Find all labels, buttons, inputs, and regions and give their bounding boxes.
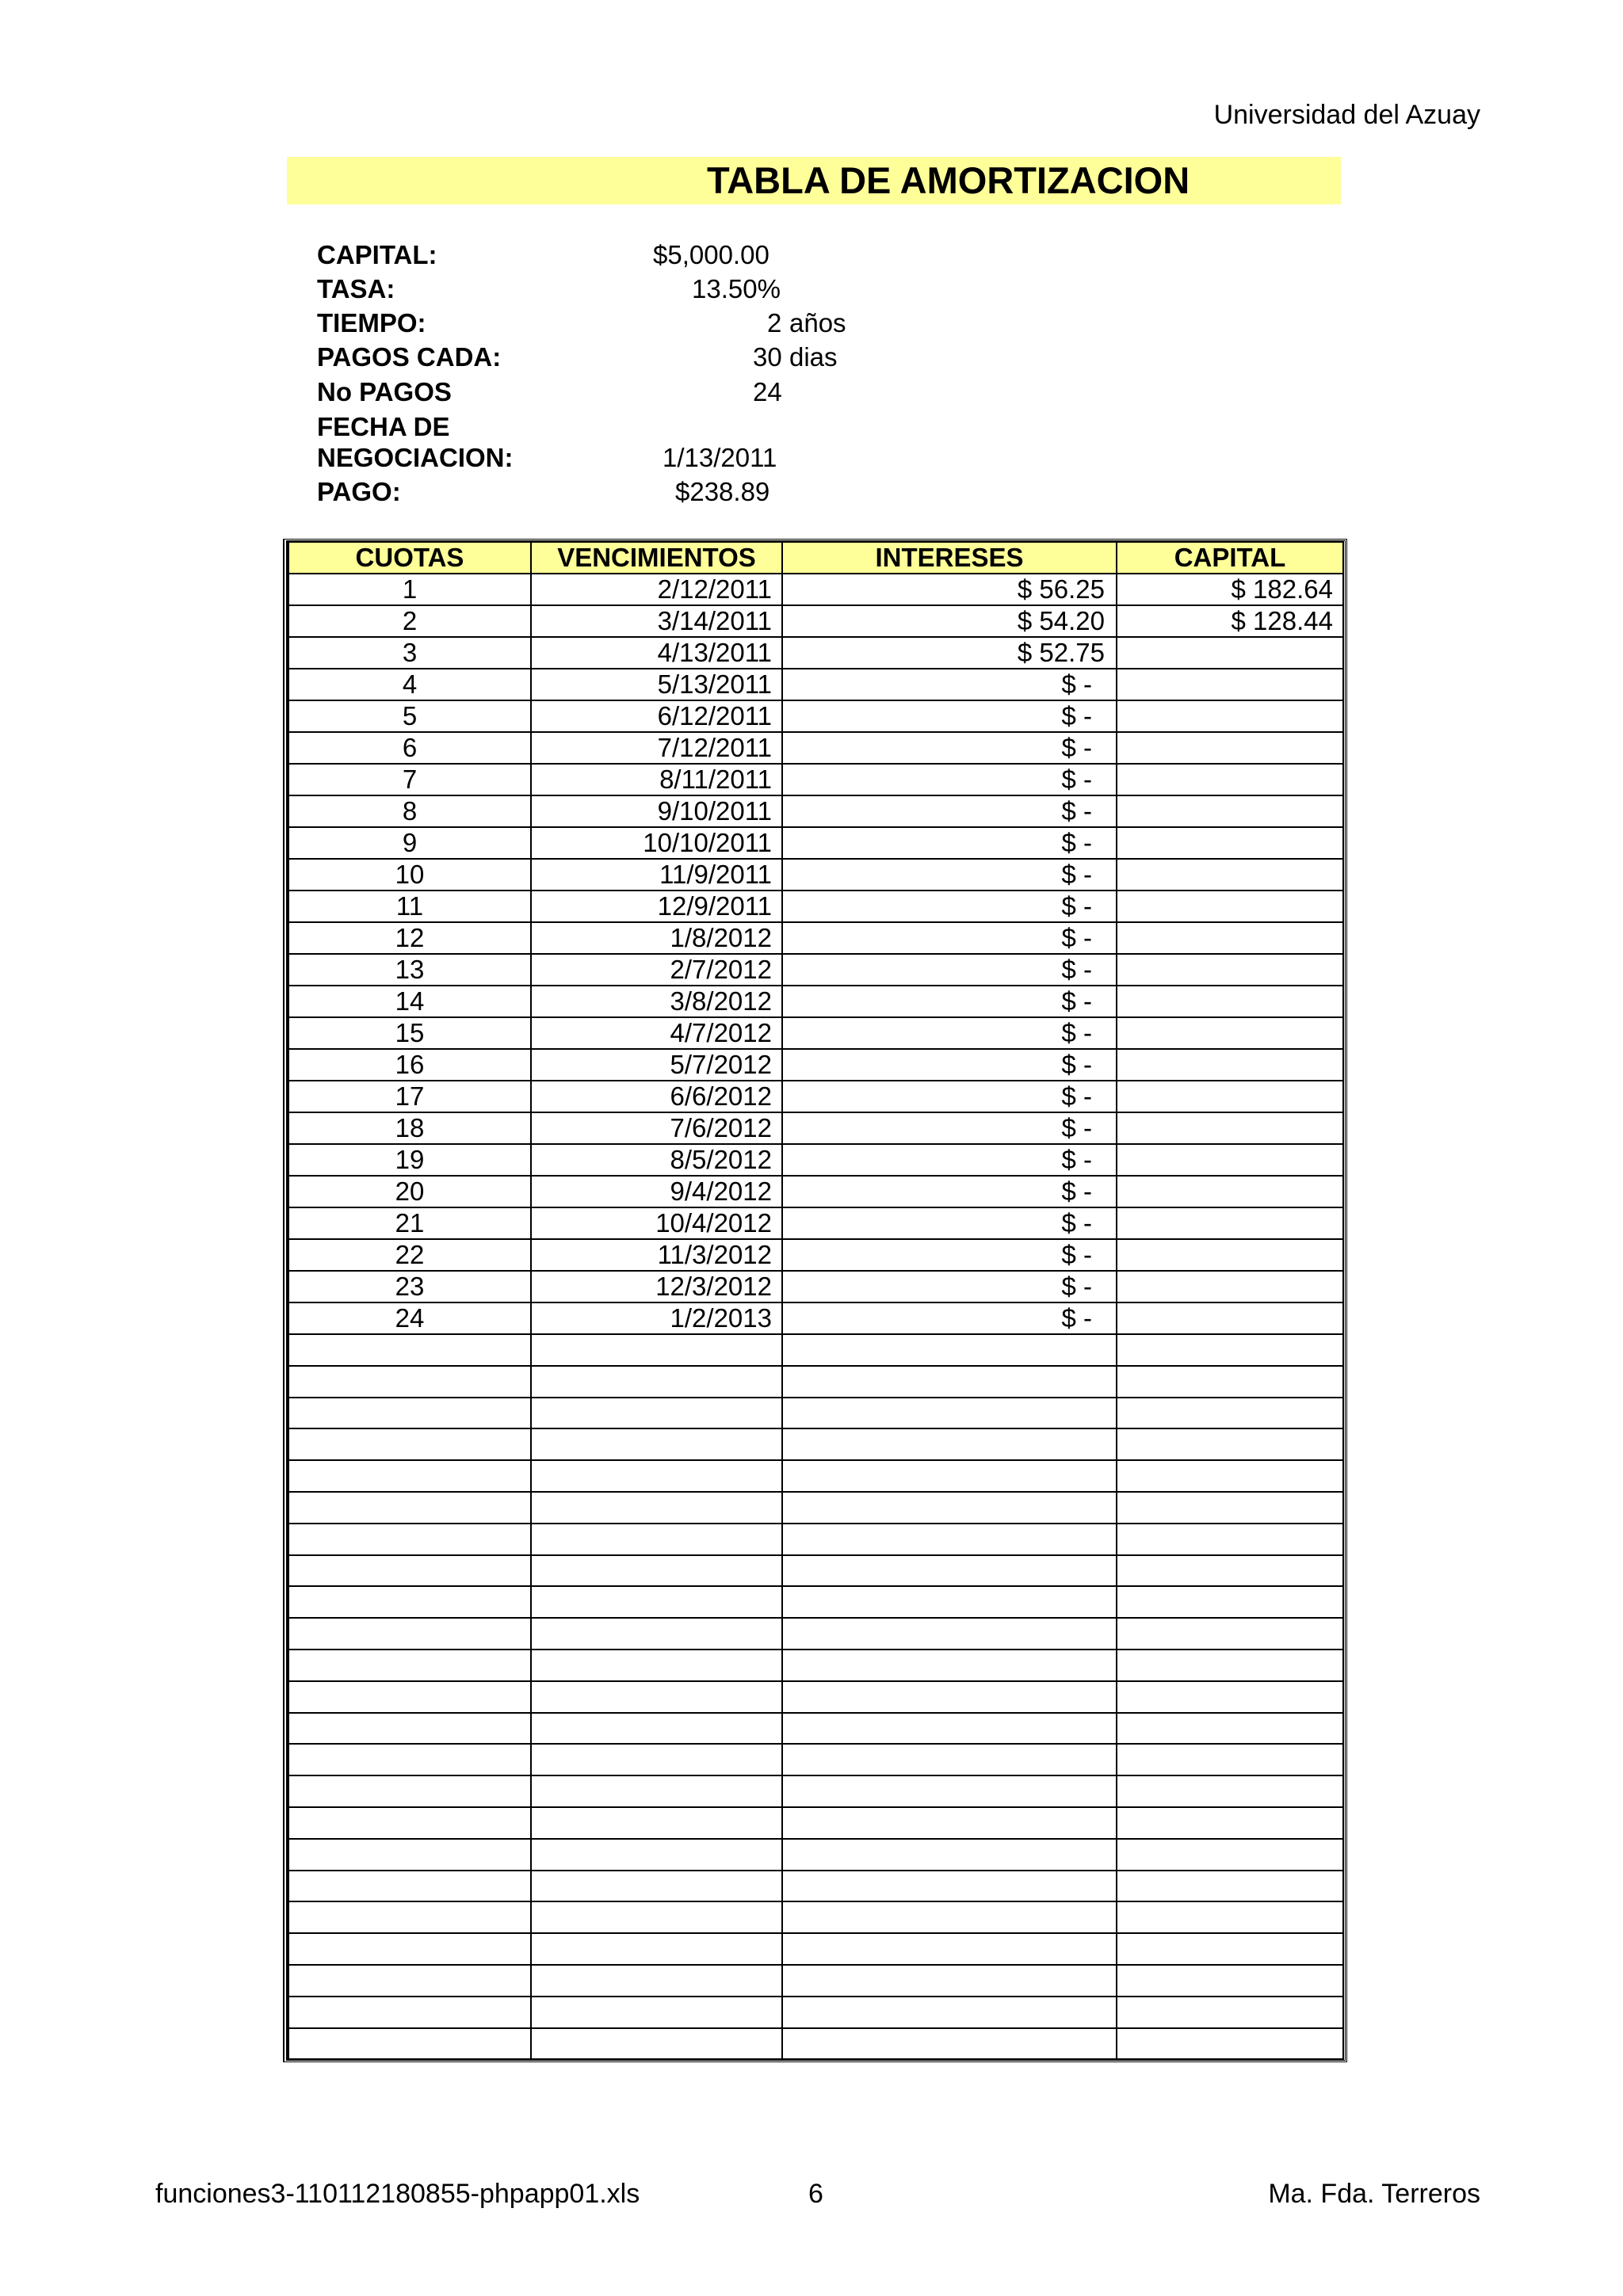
table-row	[288, 1081, 1343, 1112]
empty-table-row	[288, 1492, 1343, 1524]
empty-cell	[1117, 1398, 1343, 1429]
empty-cell	[1117, 1366, 1343, 1398]
empty-table-row	[288, 1681, 1343, 1713]
capital-cell	[1117, 795, 1343, 827]
table-row	[288, 669, 1343, 700]
empty-cell	[782, 1807, 1117, 1839]
empty-cell	[1117, 1428, 1343, 1460]
intereses-cell: $ -	[782, 1049, 1117, 1081]
title-bar	[287, 157, 1341, 204]
empty-table-row	[288, 1428, 1343, 1460]
empty-cell	[288, 1460, 531, 1492]
cuota-cell: 21	[288, 1207, 531, 1239]
intereses-cell: $ -	[782, 1271, 1117, 1302]
empty-cell	[1117, 1460, 1343, 1492]
no-pagos-label: No PAGOS	[317, 377, 452, 406]
empty-cell	[531, 1775, 782, 1807]
institution-name: Universidad del Azuay	[1213, 100, 1480, 130]
empty-cell	[288, 2028, 531, 2060]
vencimiento-cell: 3/14/2011	[531, 605, 782, 637]
empty-table-row	[288, 1744, 1343, 1775]
intereses-cell: $ -	[782, 1239, 1117, 1271]
empty-cell	[288, 1933, 531, 1965]
empty-cell	[531, 1492, 782, 1524]
empty-cell	[782, 1428, 1117, 1460]
empty-cell	[288, 1775, 531, 1807]
empty-table-row	[288, 1997, 1343, 2028]
empty-cell	[288, 1871, 531, 1902]
empty-cell	[782, 1492, 1117, 1524]
cuota-cell: 24	[288, 1302, 531, 1334]
tasa-value: 13.50%	[692, 274, 781, 303]
vencimiento-cell: 4/7/2012	[531, 1017, 782, 1049]
vencimiento-cell: 7/6/2012	[531, 1112, 782, 1144]
intereses-cell: $ -	[782, 922, 1117, 954]
capital-cell	[1117, 1112, 1343, 1144]
empty-cell	[1117, 1713, 1343, 1745]
table-row	[288, 891, 1343, 922]
table-row	[288, 764, 1343, 795]
empty-cell	[531, 1334, 782, 1366]
cuota-cell: 10	[288, 859, 531, 891]
vencimiento-cell: 12/9/2011	[531, 891, 782, 922]
intereses-cell: $ -	[782, 859, 1117, 891]
pagos-cada-label: PAGOS CADA:	[317, 342, 502, 372]
empty-cell	[531, 1744, 782, 1775]
pago-label: PAGO:	[317, 477, 401, 506]
table-row	[288, 605, 1343, 637]
cuota-cell: 17	[288, 1081, 531, 1112]
table-row	[288, 1302, 1343, 1334]
empty-cell	[1117, 2028, 1343, 2060]
empty-cell	[531, 1681, 782, 1713]
capital-cell	[1117, 1081, 1343, 1112]
empty-cell	[1117, 1524, 1343, 1555]
table-row	[288, 986, 1343, 1017]
empty-cell	[288, 1650, 531, 1681]
cuota-cell: 13	[288, 954, 531, 986]
table-row	[288, 795, 1343, 827]
empty-cell	[288, 1713, 531, 1745]
vencimiento-cell: 5/13/2011	[531, 669, 782, 700]
empty-cell	[531, 1965, 782, 1997]
empty-cell	[782, 1460, 1117, 1492]
empty-cell	[288, 1965, 531, 1997]
table-row	[288, 637, 1343, 669]
tiempo-label: TIEMPO:	[317, 308, 426, 338]
intereses-cell: $ 56.25	[782, 574, 1117, 605]
empty-cell	[531, 1555, 782, 1587]
empty-cell	[782, 1933, 1117, 1965]
empty-cell	[1117, 1839, 1343, 1871]
intereses-cell: $ 52.75	[782, 637, 1117, 669]
page-title: TABLA DE AMORTIZACION	[707, 159, 1190, 201]
vencimiento-cell: 1/2/2013	[531, 1302, 782, 1334]
table-row	[288, 954, 1343, 986]
empty-cell	[1117, 1901, 1343, 1933]
empty-cell	[531, 1428, 782, 1460]
empty-cell	[782, 1366, 1117, 1398]
empty-cell	[288, 1555, 531, 1587]
vencimiento-cell: 8/5/2012	[531, 1144, 782, 1176]
capital-cell	[1117, 1176, 1343, 1207]
empty-table-row	[288, 1839, 1343, 1871]
capital-cell	[1117, 1017, 1343, 1049]
table-row	[288, 574, 1343, 605]
empty-cell	[782, 1871, 1117, 1902]
table-header-row	[288, 542, 1343, 574]
vencimiento-cell: 12/3/2012	[531, 1271, 782, 1302]
capital-cell	[1117, 954, 1343, 986]
empty-cell	[782, 1618, 1117, 1650]
empty-table-row	[288, 1965, 1343, 1997]
empty-cell	[288, 1428, 531, 1460]
empty-table-row	[288, 1713, 1343, 1745]
amortization-table-frame	[283, 539, 1347, 2062]
empty-cell	[1117, 1334, 1343, 1366]
empty-cell	[782, 1965, 1117, 1997]
capital-cell	[1117, 1207, 1343, 1239]
capital-cell	[1117, 1144, 1343, 1176]
vencimiento-cell: 6/6/2012	[531, 1081, 782, 1112]
table-row	[288, 700, 1343, 732]
empty-cell	[1117, 1650, 1343, 1681]
empty-cell	[288, 1681, 531, 1713]
cuota-cell: 3	[288, 637, 531, 669]
empty-cell	[782, 2028, 1117, 2060]
table-row	[288, 859, 1343, 891]
empty-cell	[782, 1334, 1117, 1366]
empty-table-row	[288, 1650, 1343, 1681]
cuota-cell: 11	[288, 891, 531, 922]
empty-table-row	[288, 1366, 1343, 1398]
table-row	[288, 1144, 1343, 1176]
table-row	[288, 1017, 1343, 1049]
empty-table-row	[288, 1933, 1343, 1965]
vencimiento-cell: 10/4/2012	[531, 1207, 782, 1239]
empty-table-row	[288, 1901, 1343, 1933]
capital-label: CAPITAL:	[317, 240, 437, 269]
vencimiento-cell: 3/8/2012	[531, 986, 782, 1017]
empty-table-row	[288, 1618, 1343, 1650]
empty-table-row	[288, 1871, 1343, 1902]
empty-cell	[288, 1618, 531, 1650]
empty-cell	[1117, 1933, 1343, 1965]
capital-cell	[1117, 891, 1343, 922]
col-intereses: INTERESES	[782, 542, 1117, 574]
vencimiento-cell: 11/3/2012	[531, 1239, 782, 1271]
capital-cell	[1117, 764, 1343, 795]
vencimiento-cell: 10/10/2011	[531, 827, 782, 859]
vencimiento-cell: 4/13/2011	[531, 637, 782, 669]
vencimiento-cell: 6/12/2011	[531, 700, 782, 732]
cuota-cell: 16	[288, 1049, 531, 1081]
table-row	[288, 827, 1343, 859]
cuota-cell: 5	[288, 700, 531, 732]
cuota-cell: 15	[288, 1017, 531, 1049]
footer-page-number: 6	[808, 2179, 823, 2209]
empty-cell	[1117, 1807, 1343, 1839]
empty-table-row	[288, 1524, 1343, 1555]
table-row	[288, 1239, 1343, 1271]
col-capital: CAPITAL	[1117, 542, 1343, 574]
intereses-cell: $ -	[782, 700, 1117, 732]
capital-cell	[1117, 1271, 1343, 1302]
empty-cell	[782, 1398, 1117, 1429]
empty-cell	[782, 1586, 1117, 1618]
empty-cell	[531, 1366, 782, 1398]
empty-table-row	[288, 1775, 1343, 1807]
cuota-cell: 8	[288, 795, 531, 827]
fecha-label-line2: NEGOCIACION:	[317, 443, 514, 472]
vencimiento-cell: 5/7/2012	[531, 1049, 782, 1081]
vencimiento-cell: 7/12/2011	[531, 732, 782, 764]
empty-table-row	[288, 1398, 1343, 1429]
capital-cell	[1117, 1302, 1343, 1334]
table-row	[288, 1112, 1343, 1144]
tasa-label: TASA:	[317, 274, 395, 303]
empty-cell	[531, 1618, 782, 1650]
intereses-cell: $ -	[782, 986, 1117, 1017]
empty-cell	[531, 1901, 782, 1933]
capital-cell: $ 182.64	[1117, 574, 1343, 605]
cuota-cell: 12	[288, 922, 531, 954]
empty-table-row	[288, 1586, 1343, 1618]
empty-cell	[782, 1713, 1117, 1745]
cuota-cell: 4	[288, 669, 531, 700]
capital-cell	[1117, 827, 1343, 859]
capital-cell	[1117, 700, 1343, 732]
empty-cell	[288, 1398, 531, 1429]
capital-cell	[1117, 986, 1343, 1017]
empty-cell	[1117, 1775, 1343, 1807]
cuota-cell: 18	[288, 1112, 531, 1144]
empty-table-row	[288, 1807, 1343, 1839]
empty-cell	[782, 1650, 1117, 1681]
empty-cell	[288, 1334, 531, 1366]
empty-cell	[782, 1839, 1117, 1871]
cuota-cell: 20	[288, 1176, 531, 1207]
empty-cell	[531, 1871, 782, 1902]
capital-cell: $ 128.44	[1117, 605, 1343, 637]
cuota-cell: 7	[288, 764, 531, 795]
intereses-cell: $ -	[782, 954, 1117, 986]
empty-cell	[531, 1586, 782, 1618]
capital-value: $5,000.00	[653, 240, 769, 269]
cuota-cell: 2	[288, 605, 531, 637]
empty-cell	[288, 1492, 531, 1524]
vencimiento-cell: 1/8/2012	[531, 922, 782, 954]
capital-cell	[1117, 922, 1343, 954]
empty-cell	[531, 1524, 782, 1555]
vencimiento-cell: 2/7/2012	[531, 954, 782, 986]
empty-cell	[288, 1524, 531, 1555]
empty-cell	[782, 1681, 1117, 1713]
empty-cell	[1117, 1555, 1343, 1587]
empty-cell	[1117, 1744, 1343, 1775]
pagos-cada-unit: dias	[789, 342, 838, 372]
empty-cell	[782, 1524, 1117, 1555]
capital-cell	[1117, 1239, 1343, 1271]
intereses-cell: $ -	[782, 795, 1117, 827]
footer-author: Ma. Fda. Terreros	[1268, 2179, 1480, 2209]
empty-cell	[531, 1713, 782, 1745]
capital-cell	[1117, 859, 1343, 891]
cuota-cell: 19	[288, 1144, 531, 1176]
fecha-value: 1/13/2011	[663, 443, 777, 472]
intereses-cell: $ -	[782, 669, 1117, 700]
capital-cell	[1117, 637, 1343, 669]
capital-cell	[1117, 1049, 1343, 1081]
vencimiento-cell: 11/9/2011	[531, 859, 782, 891]
intereses-cell: $ -	[782, 1112, 1117, 1144]
empty-cell	[531, 1398, 782, 1429]
intereses-cell: $ -	[782, 1302, 1117, 1334]
empty-cell	[288, 1839, 531, 1871]
empty-cell	[288, 1586, 531, 1618]
intereses-cell: $ -	[782, 764, 1117, 795]
empty-table-row	[288, 1334, 1343, 1366]
capital-cell	[1117, 669, 1343, 700]
cuota-cell: 1	[288, 574, 531, 605]
empty-cell	[782, 1555, 1117, 1587]
table-row	[288, 1271, 1343, 1302]
intereses-cell: $ -	[782, 1176, 1117, 1207]
empty-table-row	[288, 2028, 1343, 2060]
col-vencimientos: VENCIMIENTOS	[531, 542, 782, 574]
empty-cell	[1117, 1618, 1343, 1650]
cuota-cell: 9	[288, 827, 531, 859]
intereses-cell: $ -	[782, 732, 1117, 764]
empty-cell	[1117, 1871, 1343, 1902]
table-row	[288, 1176, 1343, 1207]
amortization-table	[288, 541, 1344, 2060]
empty-cell	[531, 2028, 782, 2060]
empty-cell	[1117, 1681, 1343, 1713]
empty-cell	[531, 1839, 782, 1871]
empty-cell	[531, 1933, 782, 1965]
table-row	[288, 1207, 1343, 1239]
empty-cell	[531, 1997, 782, 2028]
intereses-cell: $ -	[782, 891, 1117, 922]
cuota-cell: 14	[288, 986, 531, 1017]
cuota-cell: 23	[288, 1271, 531, 1302]
vencimiento-cell: 9/10/2011	[531, 795, 782, 827]
fecha-label-line1: FECHA DE	[317, 412, 450, 441]
empty-cell	[531, 1807, 782, 1839]
pagos-cada-value: 30	[753, 342, 782, 372]
empty-cell	[288, 1744, 531, 1775]
tiempo-value: 2	[767, 308, 782, 338]
empty-cell	[1117, 1586, 1343, 1618]
intereses-cell: $ 54.20	[782, 605, 1117, 637]
intereses-cell: $ -	[782, 1017, 1117, 1049]
empty-cell	[288, 1901, 531, 1933]
intereses-cell: $ -	[782, 1081, 1117, 1112]
empty-cell	[531, 1650, 782, 1681]
empty-cell	[1117, 1492, 1343, 1524]
empty-table-row	[288, 1460, 1343, 1492]
empty-cell	[1117, 1997, 1343, 2028]
vencimiento-cell: 9/4/2012	[531, 1176, 782, 1207]
vencimiento-cell: 8/11/2011	[531, 764, 782, 795]
capital-cell	[1117, 732, 1343, 764]
table-row	[288, 922, 1343, 954]
intereses-cell: $ -	[782, 1144, 1117, 1176]
footer-filename: funciones3-110112180855-phpapp01.xls	[155, 2179, 640, 2209]
no-pagos-value: 24	[753, 377, 782, 406]
empty-cell	[782, 1775, 1117, 1807]
empty-cell	[1117, 1965, 1343, 1997]
empty-cell	[288, 1997, 531, 2028]
table-row	[288, 1049, 1343, 1081]
cuota-cell: 22	[288, 1239, 531, 1271]
vencimiento-cell: 2/12/2011	[531, 574, 782, 605]
intereses-cell: $ -	[782, 1207, 1117, 1239]
empty-cell	[288, 1807, 531, 1839]
pago-value: $238.89	[675, 477, 770, 506]
cuota-cell: 6	[288, 732, 531, 764]
empty-table-row	[288, 1555, 1343, 1587]
tiempo-unit: años	[789, 308, 846, 338]
empty-cell	[782, 1744, 1117, 1775]
empty-cell	[288, 1366, 531, 1398]
empty-cell	[782, 1997, 1117, 2028]
table-row	[288, 732, 1343, 764]
intereses-cell: $ -	[782, 827, 1117, 859]
empty-cell	[782, 1901, 1117, 1933]
empty-cell	[531, 1460, 782, 1492]
col-cuotas: CUOTAS	[288, 542, 531, 574]
